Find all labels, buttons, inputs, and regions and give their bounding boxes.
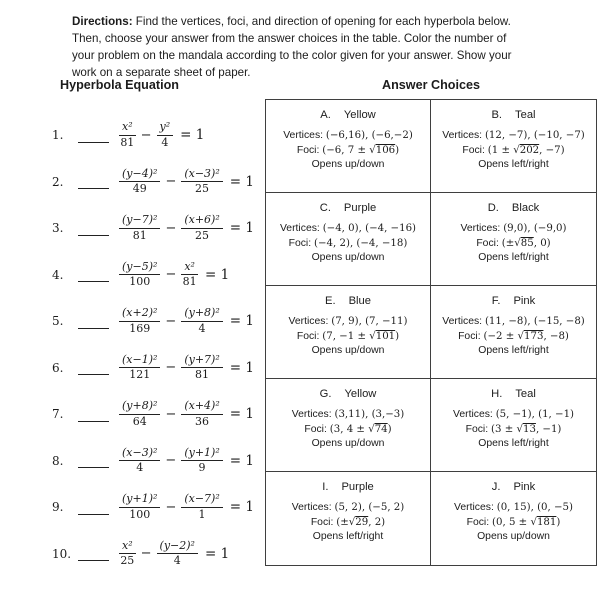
foci-line [431,237,596,252]
vertices-label: Vertices: [283,130,326,141]
fraction-second [181,354,222,382]
fraction-second [181,307,222,335]
fraction-numerator: (x−1)² [119,354,160,369]
fraction-numerator: (y−5)² [119,261,160,276]
foci-line [431,144,596,159]
fraction-second [181,447,222,475]
fraction-second [181,400,222,428]
foci-value-pre: (0, 5 ± √ [492,516,537,528]
answer-title [266,295,430,307]
fraction-denominator: 4 [173,554,181,568]
vertices-value: (3,11), (3,−3) [334,409,405,420]
answer-letter: F. [491,295,501,307]
answer-box-c[interactable] [266,193,431,286]
foci-label: Foci: [296,330,323,342]
equation-row [52,391,254,438]
vertices-label: Vertices: [279,223,323,234]
answer-blank[interactable] [78,421,109,422]
vertices-line [266,129,430,144]
fraction-denominator: 4 [161,135,169,149]
vertices-value: (5, −1), (1, −1) [495,409,575,420]
minus-sign: − [165,360,177,376]
foci-radicand: 101 [375,330,396,342]
minus-sign: − [165,499,177,515]
fraction-numerator: x² [119,540,136,555]
answer-box-g[interactable] [266,379,431,472]
fraction-second [181,261,198,289]
fraction-numerator: (x−3)² [119,447,160,462]
problem-number: 5. [52,314,64,329]
fraction-first [119,354,160,382]
fraction-numerator: (y+1)² [181,447,222,462]
equals-one: = 1 [229,173,254,190]
equation-row [52,298,254,345]
fraction-denominator: 25 [195,228,210,242]
answer-title [266,109,430,121]
problem-number: 9. [52,500,64,515]
fraction-denominator: 81 [182,275,197,289]
vertices-label: Vertices: [452,409,496,420]
foci-radicand: 85 [520,237,534,249]
minus-sign: − [165,220,177,236]
fraction-second [157,540,198,568]
vertices-value: (0, 15), (0, −5) [496,502,573,513]
minus-sign: − [140,546,152,562]
opens-line: Opens left/right [478,438,549,450]
fraction-denominator: 81 [195,368,210,382]
answer-blank[interactable] [78,142,109,143]
fraction-denominator: 100 [129,507,151,521]
equals-one: = 1 [229,499,254,516]
answer-blank[interactable] [78,188,109,189]
answer-letter: E. [325,295,336,307]
equals-one: = 1 [229,313,254,330]
vertices-value: (11, −8), (−15, −8) [484,316,585,327]
fraction-numerator: (y+8)² [119,400,160,415]
minus-sign: − [165,406,177,422]
foci-label: Foci: [458,330,484,342]
foci-label: Foci: [304,423,330,435]
foci-value-pre: (−2 ± √ [483,330,524,342]
equation-row [52,112,254,159]
vertices-line [266,408,430,423]
vertices-label: Vertices: [291,502,335,513]
opens-line: Opens left/right [478,159,549,171]
answer-color-name: Black [511,202,540,214]
opens-line: Opens up/down [311,252,385,264]
answer-title [266,202,430,214]
fraction-first [119,214,160,242]
fraction-denominator: 100 [129,275,151,289]
answer-color-name: Purple [343,202,377,214]
vertices-line [431,315,596,330]
fraction-denominator: 9 [198,461,206,475]
answer-box-i[interactable] [266,472,431,565]
foci-label: Foci: [465,423,491,435]
foci-value-pre: (3 ± √ [491,423,523,435]
vertices-line [266,222,430,237]
vertices-value: (−4, 0), (−4, −16) [322,223,417,234]
answer-title [431,388,596,400]
answer-blank[interactable] [78,235,109,236]
problem-number: 6. [52,360,64,375]
answer-box-a[interactable] [266,100,431,193]
fraction-second [181,168,222,196]
vertices-label: Vertices: [442,316,485,327]
foci-label: Foci: [476,237,502,249]
answer-color-name: Pink [513,295,536,307]
answer-box-f[interactable] [431,286,596,379]
foci-label: Foci: [296,144,323,156]
problem-number: 10. [52,546,72,561]
foci-label: Foci: [462,144,488,156]
foci-value-post: , −1) [535,423,562,435]
vertices-value: (−6,16), (−6,−2) [325,130,413,141]
fraction-first [119,447,160,475]
fraction-numerator: (y+1)² [119,493,160,508]
answer-title [266,388,430,400]
fraction-numerator: (x−3)² [181,168,222,183]
problem-number: 8. [52,453,64,468]
answer-box-b[interactable] [431,100,596,193]
vertices-line [266,501,430,516]
answer-color-name: Purple [341,481,374,493]
answer-color-name: Yellow [344,388,377,400]
answer-letter: J. [491,481,501,493]
fraction-second [181,214,222,242]
equation-row [52,438,254,485]
foci-radicand: 29 [355,516,369,528]
foci-line [266,330,430,345]
fraction-first [119,493,160,521]
fraction-first [119,261,160,289]
foci-value-pre: (3, 4 ± √ [329,423,375,435]
answer-box-e[interactable] [266,286,431,379]
foci-label: Foci: [466,516,493,528]
fraction-numerator: (y+7)² [181,354,222,369]
foci-value-post: ) [556,516,561,528]
answer-choices-table [265,99,597,566]
fraction-numerator: (x+6)² [181,214,222,229]
foci-line [266,237,430,252]
foci-radicand: 13 [522,423,536,435]
equals-one: = 1 [204,266,230,283]
equation-row [52,252,254,299]
answer-color-name: Yellow [343,109,376,121]
foci-value-pre: (−4, 2), (−4, −18) [314,237,408,249]
equals-one: = 1 [229,406,254,423]
directions-text: Find the vertices, foci, and direction of opening for each hyperbola below. Then, choose your answer from the answer choices in the table. Color the number of your problem on the mandala according to the color given for your answer. Show your work on a separate sheet of paper. [72,15,512,80]
problem-number: 2. [52,174,64,189]
answer-blank[interactable] [78,328,109,329]
answer-letter: G. [319,388,332,400]
foci-value-pre: (±√ [336,516,356,528]
foci-value-post: , −8) [543,330,569,342]
answer-title [266,481,430,493]
answer-box-j[interactable] [431,472,596,565]
answer-color-name: Blue [348,295,371,307]
answer-color-name: Teal [515,388,536,400]
equation-list [52,112,254,577]
vertices-value: (9,0), (−9,0) [503,223,567,234]
vertices-label: Vertices: [288,316,332,327]
problem-number: 1. [52,128,64,143]
answer-blank[interactable] [78,374,109,375]
foci-value-pre: (1 ± √ [487,144,520,156]
fraction-denominator: 64 [132,414,147,428]
hyperbola-equation-header: Hyperbola Equation [60,78,179,92]
foci-radicand: 173 [523,330,544,342]
foci-value-post: ) [387,423,392,435]
foci-radicand: 74 [374,423,388,435]
answer-blank[interactable] [78,467,109,468]
vertices-value: (7, 9), (7, −11) [331,316,408,327]
answer-title [431,481,596,493]
answer-box-d[interactable] [431,193,596,286]
foci-value-pre: (−6, 7 ± √ [322,144,376,156]
foci-radicand: 181 [536,516,557,528]
answer-choices-header: Answer Choices [382,78,480,92]
fraction-denominator: 169 [129,321,151,335]
vertices-value: (12, −7), (−10, −7) [484,130,585,141]
answer-blank[interactable] [78,560,109,561]
fraction-second [181,493,222,521]
foci-value-post: ) [395,330,400,342]
foci-value-post: ) [395,144,400,156]
answer-title [431,109,596,121]
foci-value-post: , 0) [533,237,551,249]
answer-letter: I. [322,481,329,493]
fraction-first [119,540,136,568]
foci-line [266,423,430,438]
directions-paragraph [72,13,530,82]
equals-one: = 1 [229,452,254,469]
vertices-line [431,222,596,237]
equation-row [52,159,254,206]
vertices-value: (5, 2), (−5, 2) [334,502,405,513]
foci-line [266,144,430,159]
foci-value-pre: (±√ [501,237,521,249]
foci-label: Foci: [288,237,315,249]
answer-title [431,295,596,307]
minus-sign: − [140,127,152,143]
fraction-numerator: (x+2)² [119,307,160,322]
vertices-line [266,315,430,330]
answer-letter: H. [491,388,503,400]
fraction-numerator: (y−7)² [119,214,160,229]
opens-line: Opens left/right [478,345,549,357]
fraction-denominator: 4 [198,321,206,335]
foci-radicand: 202 [519,144,540,156]
vertices-label: Vertices: [460,223,504,234]
vertices-label: Vertices: [453,502,497,513]
fraction-denominator: 36 [195,414,210,428]
foci-line [431,516,596,531]
vertices-line [431,129,596,144]
fraction-denominator: 4 [136,461,144,475]
equals-one: = 1 [180,127,205,144]
fraction-numerator: (x+4)² [181,400,222,415]
equals-one: = 1 [204,545,230,562]
minus-sign: − [165,267,177,283]
answer-blank[interactable] [78,281,109,282]
fraction-numerator: x² [181,261,198,276]
fraction-first [119,307,160,335]
minus-sign: − [165,453,177,469]
fraction-denominator: 1 [198,507,206,521]
fraction-denominator: 81 [132,228,147,242]
answer-blank[interactable] [78,514,109,515]
vertices-label: Vertices: [442,130,485,141]
equals-one: = 1 [229,220,254,237]
answer-letter: D. [487,202,499,214]
answer-title [431,202,596,214]
fraction-numerator: (y−2)² [157,540,198,555]
equation-row [52,484,254,531]
vertices-label: Vertices: [291,409,335,420]
equation-row [52,345,254,392]
fraction-denominator: 25 [120,554,135,568]
foci-value-post: , −7) [539,144,565,156]
problem-number: 7. [52,407,64,422]
foci-radicand: 106 [375,144,396,156]
fraction-first [119,168,160,196]
opens-line: Opens up/down [311,159,385,171]
problem-number: 4. [52,267,64,282]
foci-line [431,330,596,345]
answer-box-h[interactable] [431,379,596,472]
fraction-denominator: 81 [120,135,135,149]
opens-line: Opens left/right [478,252,549,264]
fraction-denominator: 121 [129,368,151,382]
fraction-second [157,121,174,149]
minus-sign: − [165,313,177,329]
fraction-numerator: (x−7)² [181,493,222,508]
answer-color-name: Pink [513,481,536,493]
equation-row [52,531,254,578]
fraction-first [119,400,160,428]
answer-color-name: Teal [515,109,536,121]
fraction-numerator: (y−4)² [119,168,160,183]
fraction-numerator: (y+8)² [181,307,222,322]
minus-sign: − [165,174,177,190]
vertices-line [431,501,596,516]
fraction-denominator: 25 [195,182,210,196]
vertices-line [431,408,596,423]
fraction-first [119,121,136,149]
fraction-numerator: y² [157,121,174,136]
foci-line [431,423,596,438]
foci-value-post: , 2) [368,516,386,528]
opens-line: Opens up/down [477,531,550,543]
foci-line [266,516,430,531]
equation-row [52,205,254,252]
equals-one: = 1 [229,359,254,376]
answer-letter: B. [491,109,503,121]
opens-line: Opens up/down [311,345,385,357]
fraction-denominator: 49 [132,182,147,196]
answer-letter: A. [320,109,331,121]
fraction-numerator: x² [119,121,136,136]
opens-line: Opens up/down [311,438,385,450]
foci-label: Foci: [310,516,337,528]
answer-letter: C. [319,202,331,214]
problem-number: 3. [52,221,64,236]
directions-label: Directions: [72,15,133,28]
opens-line: Opens left/right [312,531,384,543]
foci-value-pre: (7, −1 ± √ [322,330,376,342]
